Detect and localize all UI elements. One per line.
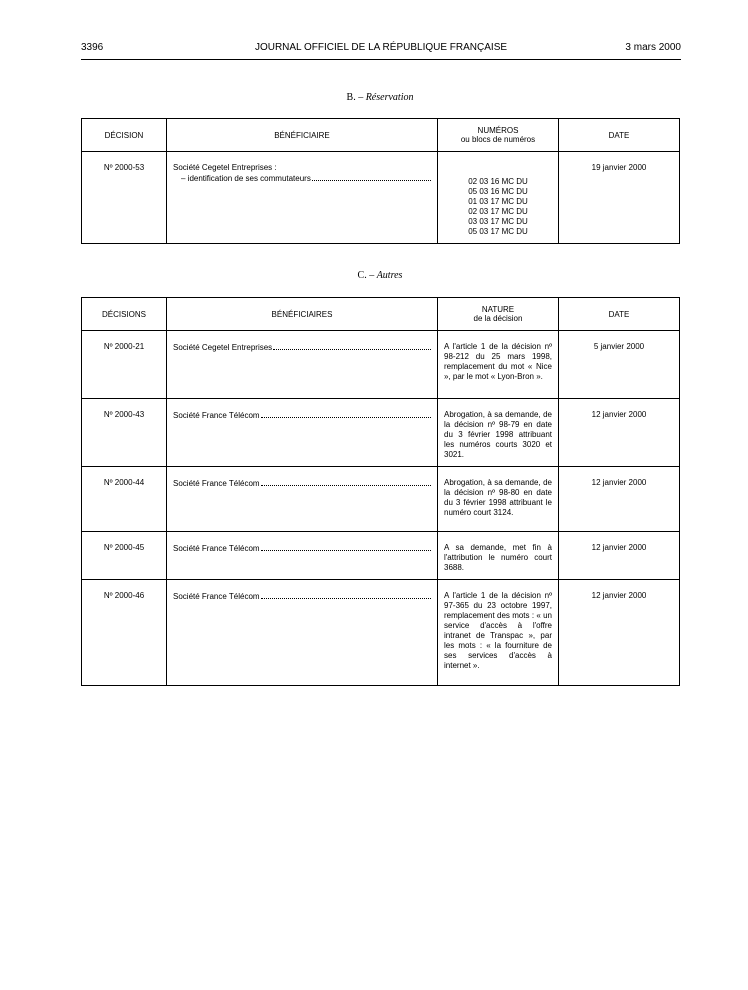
col-header-date: DATE: [559, 119, 680, 152]
cell-nature: Abrogation, à sa demande, de la décision nº 98-79 en date du 3 février 1998 attribuant les numéros courts 3020 et 3021.: [438, 399, 559, 467]
beneficiaire-sub: [173, 173, 431, 184]
beneficiaire-name: Société Cegetel Entreprises :: [173, 163, 277, 172]
beneficiaire-name: Société France Télécom: [173, 411, 260, 420]
cell-beneficiaire: [167, 467, 438, 532]
numero-item: 05 03 16 MC DU: [468, 187, 528, 196]
cell-nature: A l'article 1 de la décision nº 97-365 du 23 octobre 1997, remplacement des mots : « un service d'accès à l'offre intranet de Transpac », par les mots : « la fourniture de ses services d'accès à internet ».: [438, 580, 559, 686]
numero-item: 02 03 17 MC DU: [468, 207, 528, 216]
section-c-prefix: C. –: [357, 270, 375, 281]
col-header-decisions: DÉCISIONS: [82, 298, 167, 331]
cell-decision: Nº 2000-45: [82, 532, 167, 580]
cell-nature: A sa demande, met fin à l'attribution le numéro court 3688.: [438, 532, 559, 580]
section-b-prefix: B. –: [346, 92, 364, 103]
col-header-nature: [438, 298, 559, 331]
journal-title: JOURNAL OFFICIEL DE LA RÉPUBLIQUE FRANÇAISE: [254, 42, 508, 53]
beneficiaire-line: [173, 591, 431, 602]
table-row: [82, 467, 680, 532]
section-b-label: Réservation: [365, 92, 414, 103]
dot-leader: [261, 410, 431, 418]
dot-leader: [261, 591, 431, 599]
cell-numeros: [438, 152, 559, 244]
cell-beneficiaire: [167, 331, 438, 399]
cell-beneficiaire: [167, 580, 438, 686]
col-header-nature-line2: de la décision: [473, 314, 523, 323]
dot-leader: [261, 543, 431, 551]
cell-date: 12 janvier 2000: [559, 467, 680, 532]
numero-item: 01 03 17 MC DU: [468, 197, 528, 206]
col-header-beneficiaire: BÉNÉFICIAIRE: [167, 119, 438, 152]
beneficiaire-line: [173, 410, 431, 421]
table-row: [82, 532, 680, 580]
col-header-numeros-line1: NUMÉROS: [477, 126, 519, 135]
col-header-numeros-line2: ou blocs de numéros: [460, 135, 536, 144]
numero-item: 02 03 16 MC DU: [468, 177, 528, 186]
cell-date: 12 janvier 2000: [559, 532, 680, 580]
dot-leader: [273, 342, 431, 350]
section-c-label: Autres: [376, 270, 403, 281]
cell-date: 5 janvier 2000: [559, 331, 680, 399]
page-header: [81, 42, 681, 56]
beneficiaire-name: Société Cegetel Entreprises: [173, 343, 273, 352]
autres-table: [81, 297, 680, 686]
cell-date: 12 janvier 2000: [559, 580, 680, 686]
col-header-numeros: [438, 119, 559, 152]
cell-decision: Nº 2000-21: [82, 331, 167, 399]
dot-leader: [312, 173, 431, 181]
section-c-title: [81, 270, 679, 281]
cell-nature: A l'article 1 de la décision nº 98-212 du 25 mars 1998, remplacement du mot « Nice », par le mot « Lyon-Bron ».: [438, 331, 559, 399]
beneficiaire-sub-text: – identification de ses commutateurs: [181, 174, 311, 183]
cell-beneficiaire: [167, 399, 438, 467]
cell-decision: Nº 2000-53: [82, 152, 167, 244]
section-b-title: [81, 92, 679, 103]
col-header-date: DATE: [559, 298, 680, 331]
beneficiaire-name: Société France Télécom: [173, 544, 260, 553]
col-header-decision: DÉCISION: [82, 119, 167, 152]
cell-beneficiaire: [167, 152, 438, 244]
cell-decision: Nº 2000-46: [82, 580, 167, 686]
issue-date: 3 mars 2000: [625, 42, 681, 53]
beneficiaire-line: [173, 543, 431, 554]
cell-decision: Nº 2000-43: [82, 399, 167, 467]
cell-date: 12 janvier 2000: [559, 399, 680, 467]
table-row: [82, 580, 680, 686]
beneficiaire-line: [173, 342, 431, 353]
numero-item: 05 03 17 MC DU: [468, 227, 528, 236]
cell-decision: Nº 2000-44: [82, 467, 167, 532]
beneficiaire-name: Société France Télécom: [173, 592, 260, 601]
table-row: [82, 331, 680, 399]
numero-item: 03 03 17 MC DU: [468, 217, 528, 226]
table-row: [82, 152, 680, 244]
col-header-beneficiaires: BÉNÉFICIAIRES: [167, 298, 438, 331]
header-rule: [81, 59, 681, 60]
cell-date: 19 janvier 2000: [559, 152, 680, 244]
col-header-nature-line1: NATURE: [481, 305, 515, 314]
dot-leader: [261, 478, 431, 486]
cell-nature: Abrogation, à sa demande, de la décision nº 98-80 en date du 3 février 1998 attribuant le numéro court 3124.: [438, 467, 559, 532]
beneficiaire-line: [173, 478, 431, 489]
page-number: 3396: [81, 42, 104, 53]
beneficiaire-name: Société France Télécom: [173, 479, 260, 488]
reservation-table: [81, 118, 680, 244]
cell-beneficiaire: [167, 532, 438, 580]
table-row: [82, 399, 680, 467]
